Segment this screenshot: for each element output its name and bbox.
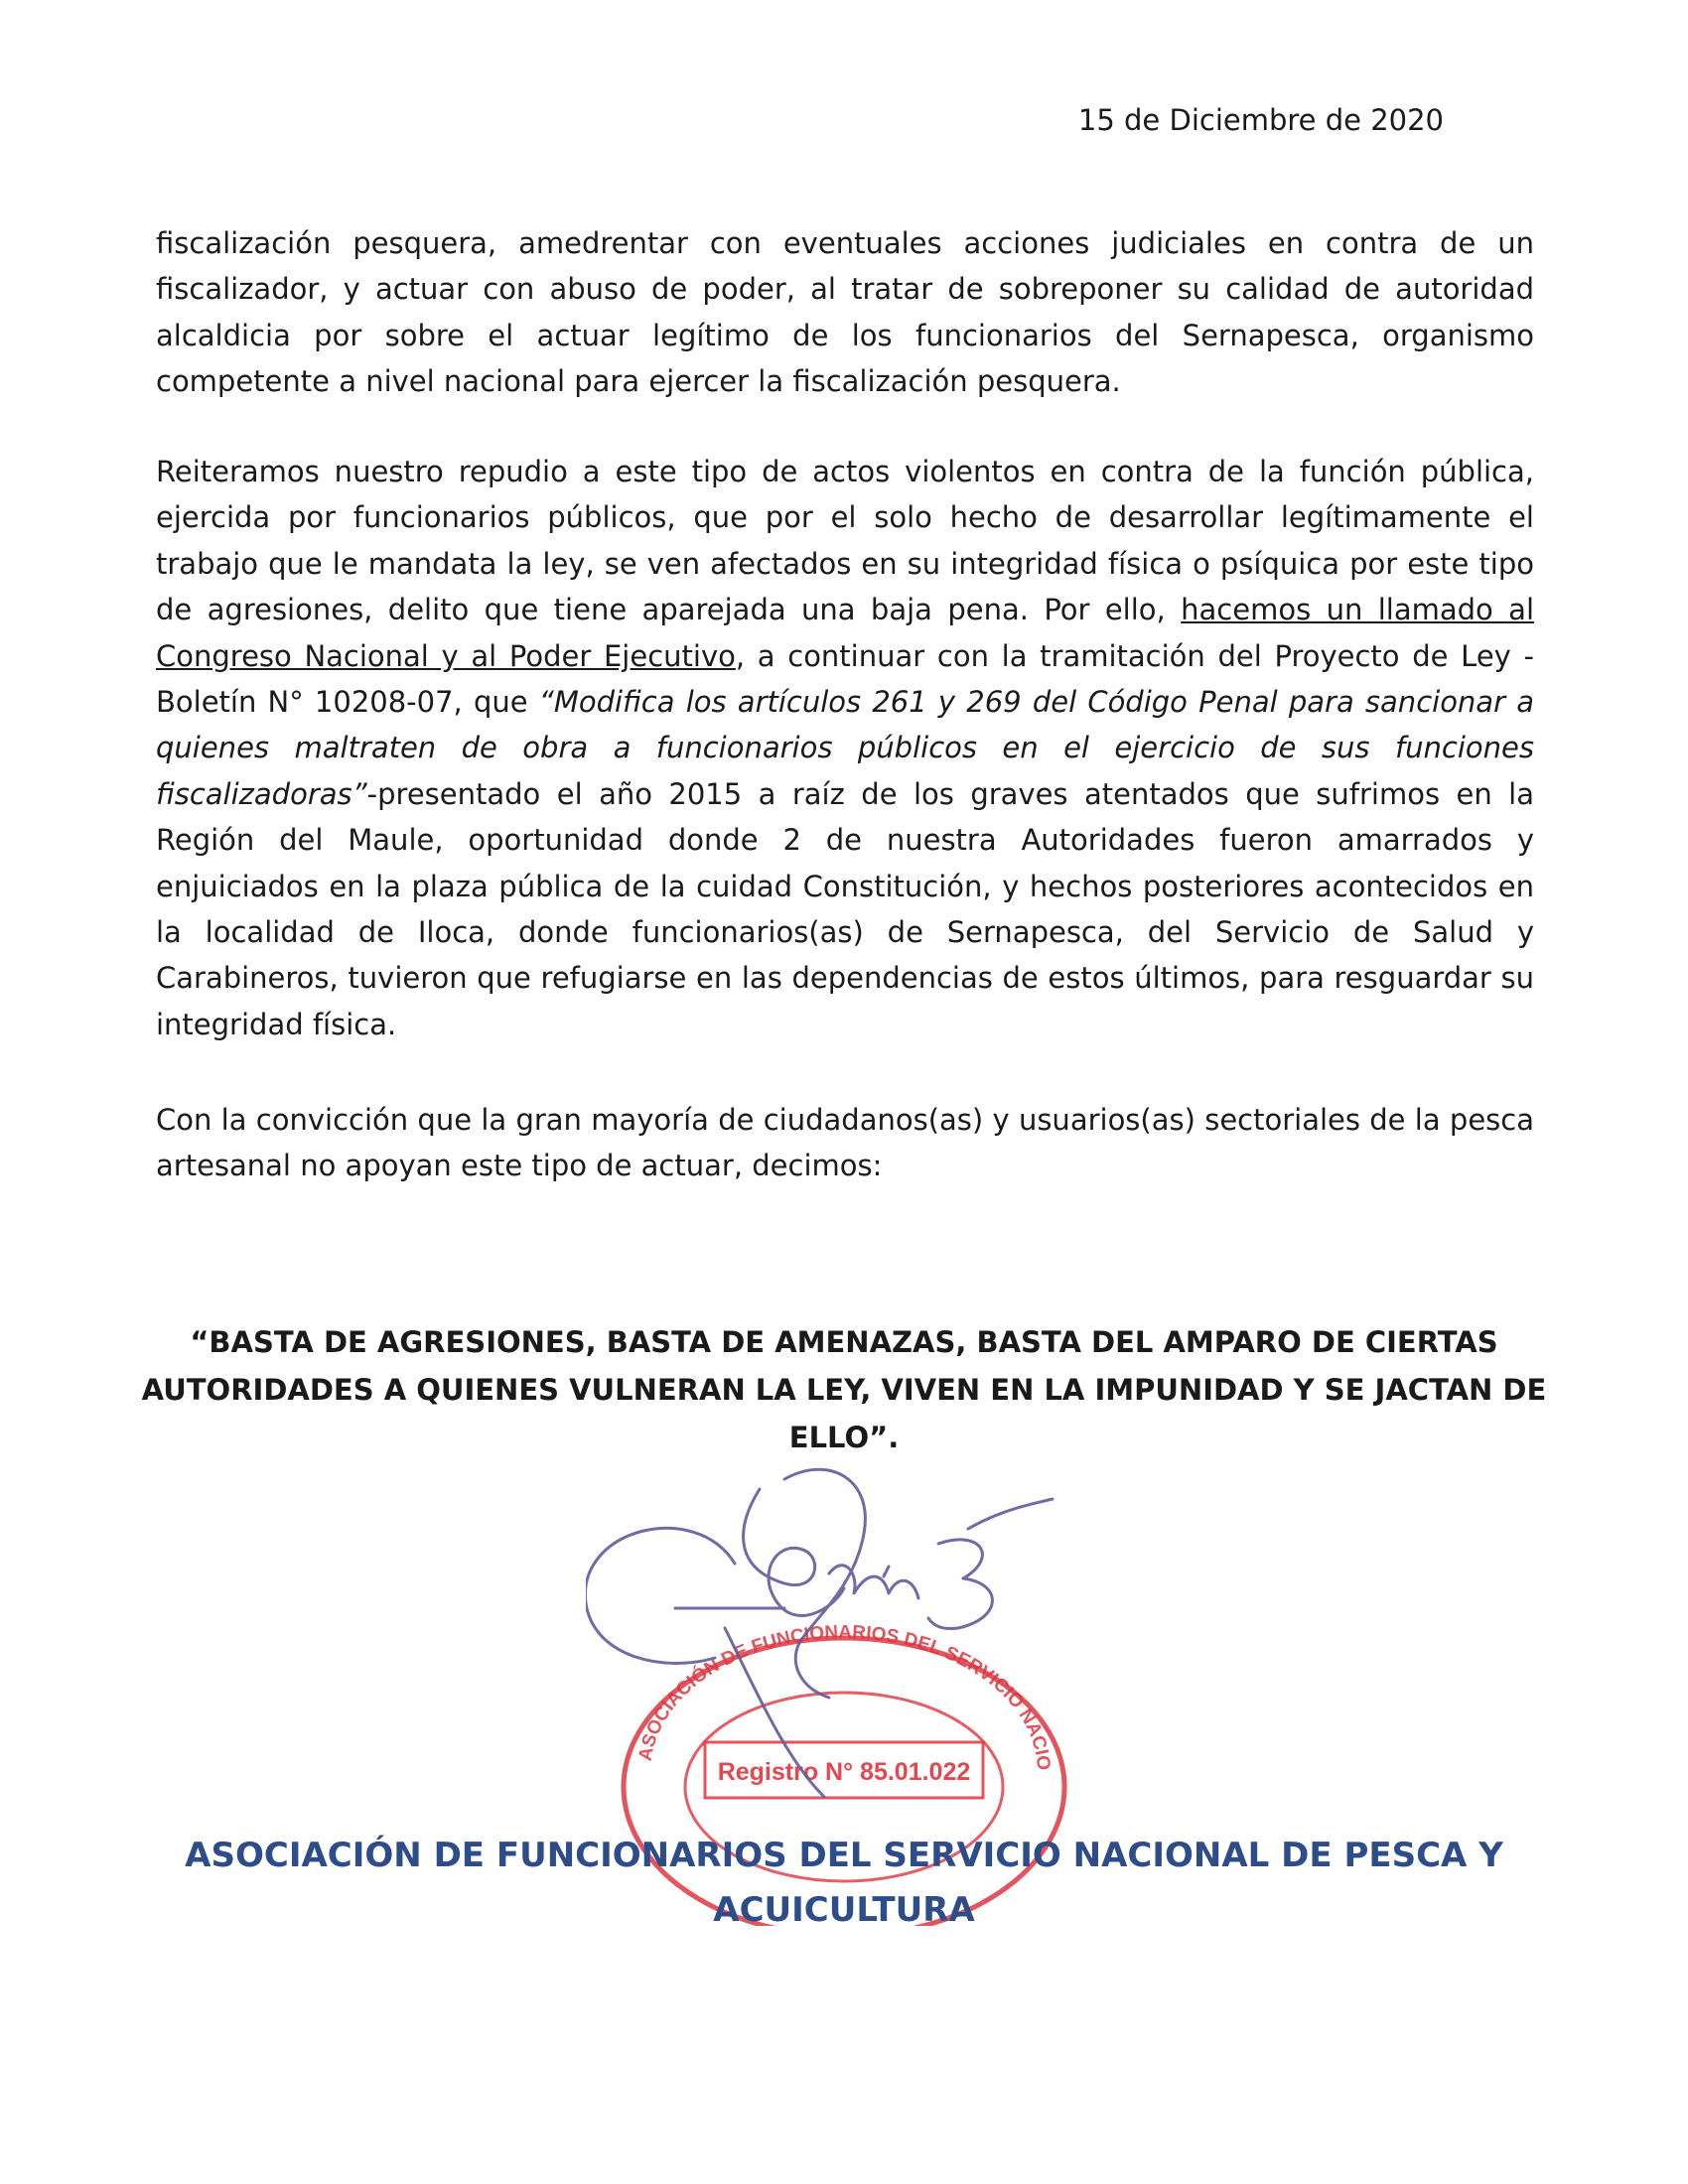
paragraph-repudio	[156, 449, 1534, 1047]
paragraph-conviccion: Con la convicción que la gran mayoría de ciudadanos(as) y usuarios(as) sectoriales de la pesca artesanal no apoyan este tipo de actuar, decimos:	[156, 1103, 1534, 1183]
paragraph-repudio-intro: Reiteramos nuestro repudio a este tipo de actos violentos en contra de la función pública, ejercida por funcionarios públicos, que por el solo hecho de desarrollar legítimamente el trabajo que le mandata la ley, se ven afectados en su integridad física o psíquica por este tipo de agresiones, delito que tiene aparejada una baja pena. Por ello,	[156, 455, 1534, 627]
paragraph-fiscalizacion: fiscalización pesquera, amedrentar con eventuales acciones judiciales en contra de un fiscalizador, y actuar con abuso de poder, al tratar de sobreponer su calidad de autoridad alcaldicia por sobre el actuar legítimo de los funcionarios del Sernapesca, organismo competente a nivel nacional para ejercer la fiscalización pesquera.	[156, 226, 1534, 399]
bill-title-quote: “Modifica los artículos 261 y 269 del Código Penal para sancionar a quienes maltraten de obra a funcionarios públicos en el ejercicio de sus funciones fiscalizadoras”	[156, 685, 1534, 811]
document-date: 15 de Diciembre de 2020	[1077, 103, 1444, 137]
call-to-congress-text: hacemos un llamado al Congreso Nacional y al Poder Ejecutivo	[156, 593, 1534, 673]
organization-name: ASOCIACIÓN DE FUNCIONARIOS DEL SERVICIO NACIONAL DE PESCA Y ACUICULTURA	[185, 1836, 1503, 1930]
stamp-registry-number: Registro N° 85.01.022	[717, 1758, 971, 1786]
paragraph-repudio-tramitacion: , a continuar con la tramitación del Proyecto de Ley - Boletín N° 10208-07, que	[156, 638, 1534, 720]
slogan-statement: “BASTA DE AGRESIONES, BASTA DE AMENAZAS, BASTA DEL AMPARO DE CIERTAS AUTORIDADES A QUIENES VULNERAN LA LEY, VIVEN EN LA IMPUNIDAD Y SE JACTAN DE ELLO”.	[141, 1325, 1547, 1454]
paragraph-repudio-context: -presentado el año 2015 a raíz de los graves atentados que sufrimos en la Región del Maule, oportunidad donde 2 de nuestra Autoridades fueron amarrados y enjuiciados en la plaza pública de la cuidad Constitución, y hechos posteriores acontecidos en la localidad de Iloca, donde funcionarios(as) de Sernapesca, del Servicio de Salud y Carabineros, tuvieron que refugiarse en las dependencias de estos últimos, para resguardar su integridad física.	[156, 776, 1534, 1041]
stamp-arc-text: ASOCIACIÓN DE FUNCIONARIOS DEL SERVICIO NACIO	[634, 1621, 1055, 1772]
